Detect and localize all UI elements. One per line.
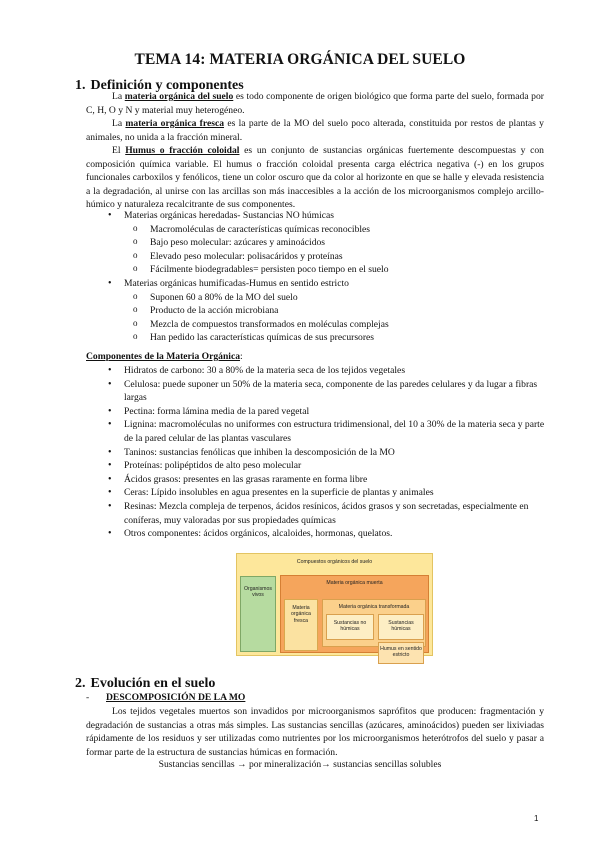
components-heading-line [86,350,544,364]
sub-list-item: o Mezcla de compuestos transformados en moléculas complejas [124,318,546,332]
components-colon: : [240,351,243,362]
page-number: 1 [534,814,539,823]
text-body: es un conjunto de sustancias orgánicas fuertemente descompuestas y con composición química variable. El humus o fracción coloidal presenta carga eléctrica negativa (-) en los grupos funcionales carboxilos y fenólicos, tiene un color oscuro que da color al horizonte en que se halle y elevada resistencia a la degradación, al unirse con las arcillas son más inaccesibles a la acción de los microorganismos complejo arcillo-húmico y naturaleza recalcitrante de sus componentes. [86,145,544,211]
text-body: es todo componente de origen biológico que forma parte del suelo, formada por C, H, O y N y material muy heterogéneo. [86,91,544,116]
paragraph-mo-definition [86,90,544,117]
list-item: • Ácidos grasos: presentes en las grasas raramente en forma libre [86,473,546,487]
sub-list-item: o Han pedido las características químicas de sus precursores [124,331,546,345]
diagram-mo-fresca: Materia orgánica fresca [284,599,318,651]
diagram-sustancias-humicas: Sustancias húmicas [378,614,424,640]
sub-list-item: o Producto de la acción microbiana [124,304,546,318]
text-body: es la parte de la MO del suelo poco alterada, constituida por restos de plantas y animales, no unida a la fracción mineral. [86,118,544,143]
section-1-number: 1. [75,78,86,93]
list-item: • Taninos: sustancias fenólicas que inhiben la descomposición de la MO [86,446,546,460]
sub-list-item: o Macromoléculas de características químicas reconocibles [124,223,546,237]
sub-list [124,223,546,277]
components-heading: Componentes de la Materia Orgánica [86,351,241,362]
list-item: • Celulosa: puede suponer un 50% de la materia seca, componente de las paredes celulares y da lugar a fibras largas [86,378,546,405]
paragraph-descomposicion: Los tejidos vegetales muertos son invadidos por microorganismos saprófitos que producen: fragmentación y degradación de sustancias a otras más simples. Las sustancias sencillas (azúcares, aminoácidos) pueden ser lixiviadas rápidamente de los residuos y ser utilizadas como nutrientes por los microorganismos heterótrofos del suelo y pasar a formar parte de la estructura de sustancias húmicas en formación. [86,706,544,758]
diagram-organismos-vivos: Organismos vivos [240,576,276,652]
sub-list-item: o Suponen 60 a 80% de la MO del suelo [124,291,546,305]
list-item: • Otros componentes: ácidos orgánicos, alcaloides, hormonas, quelatos. [86,527,546,541]
text-prefix: El [112,145,126,156]
organic-compounds-diagram [236,553,433,665]
subsection-heading: DESCOMPOSICIÓN DE LA MO [106,692,246,703]
dash-marker: - [86,692,90,703]
components-list [86,364,546,541]
sub-list-item: o Elevado peso molecular: polisacáridos y proteínas [124,250,546,264]
page-title: TEMA 14: MATERIA ORGÁNICA DEL SUELO [134,51,466,68]
paragraph-mo-fresca [86,117,544,144]
text-prefix: La [112,91,125,102]
list-item: • Ceras: Lípido insolubles en agua presentes en la superficie de plantas y animales [86,486,546,500]
diagram-mo-muerta-label: Materia orgánica muerta [326,580,383,586]
list-item [86,209,546,277]
list-item-label: Materias orgánicas heredadas- Sustancias NO húmicas [124,210,335,221]
diagram-humus-estricto: Humus en sentido estricto [378,642,424,664]
diagram-mo-transformada-label: Materia orgánica transformada [338,604,410,610]
text-prefix: La [112,118,126,129]
list-item: • Hidratos de carbono: 30 a 80% de la materia seca de los tejidos vegetales [86,364,546,378]
list-item: • Pectina: forma lámina media de la pared vegetal [86,405,546,419]
paragraph-humus [86,144,544,212]
term-humus: Humus o fracción coloidal [125,145,240,156]
sub-list [124,291,546,345]
sub-list-item: o Fácilmente biodegradables= persisten poco tiempo en el suelo [124,263,546,277]
section-2-heading [75,676,215,692]
diagram-outer-label: Compuestos orgánicos del suelo [296,559,373,565]
term-materia-organica: materia orgánica del suelo [124,91,234,102]
list-item: • Proteínas: polipéptidos de alto peso molecular [86,459,546,473]
formula-line: Sustancias sencillas → por mineralización→ sustancias sencillas solubles [158,759,442,770]
list-item [86,277,546,345]
mo-types-list [86,209,546,345]
section-2-number: 2. [75,676,86,691]
section-2-title: Evolución en el suelo [90,676,216,691]
list-item: • Lignina: macromoléculas no uniformes con estructura tridimensional, del 10 a 30% de la materia seca y parte de la pared celular de las plantas vasculares [86,418,546,445]
sub-list-item: o Bajo peso molecular: azúcares y aminoácidos [124,236,546,250]
term-mo-fresca: materia orgánica fresca [125,118,225,129]
section-1-title: Definición y componentes [90,78,244,93]
list-item: • Resinas: Mezcla compleja de terpenos, ácidos resínicos, ácidos grasos y son secretadas, especialmente en coníferas, muy valoradas por sus propiedades químicas [86,500,546,527]
list-item-label: Materias orgánicas humificadas-Humus en sentido estricto [124,277,349,289]
subsection-heading-line [86,692,245,703]
diagram-sustancias-no-humicas: Sustancias no húmicas [326,614,374,640]
